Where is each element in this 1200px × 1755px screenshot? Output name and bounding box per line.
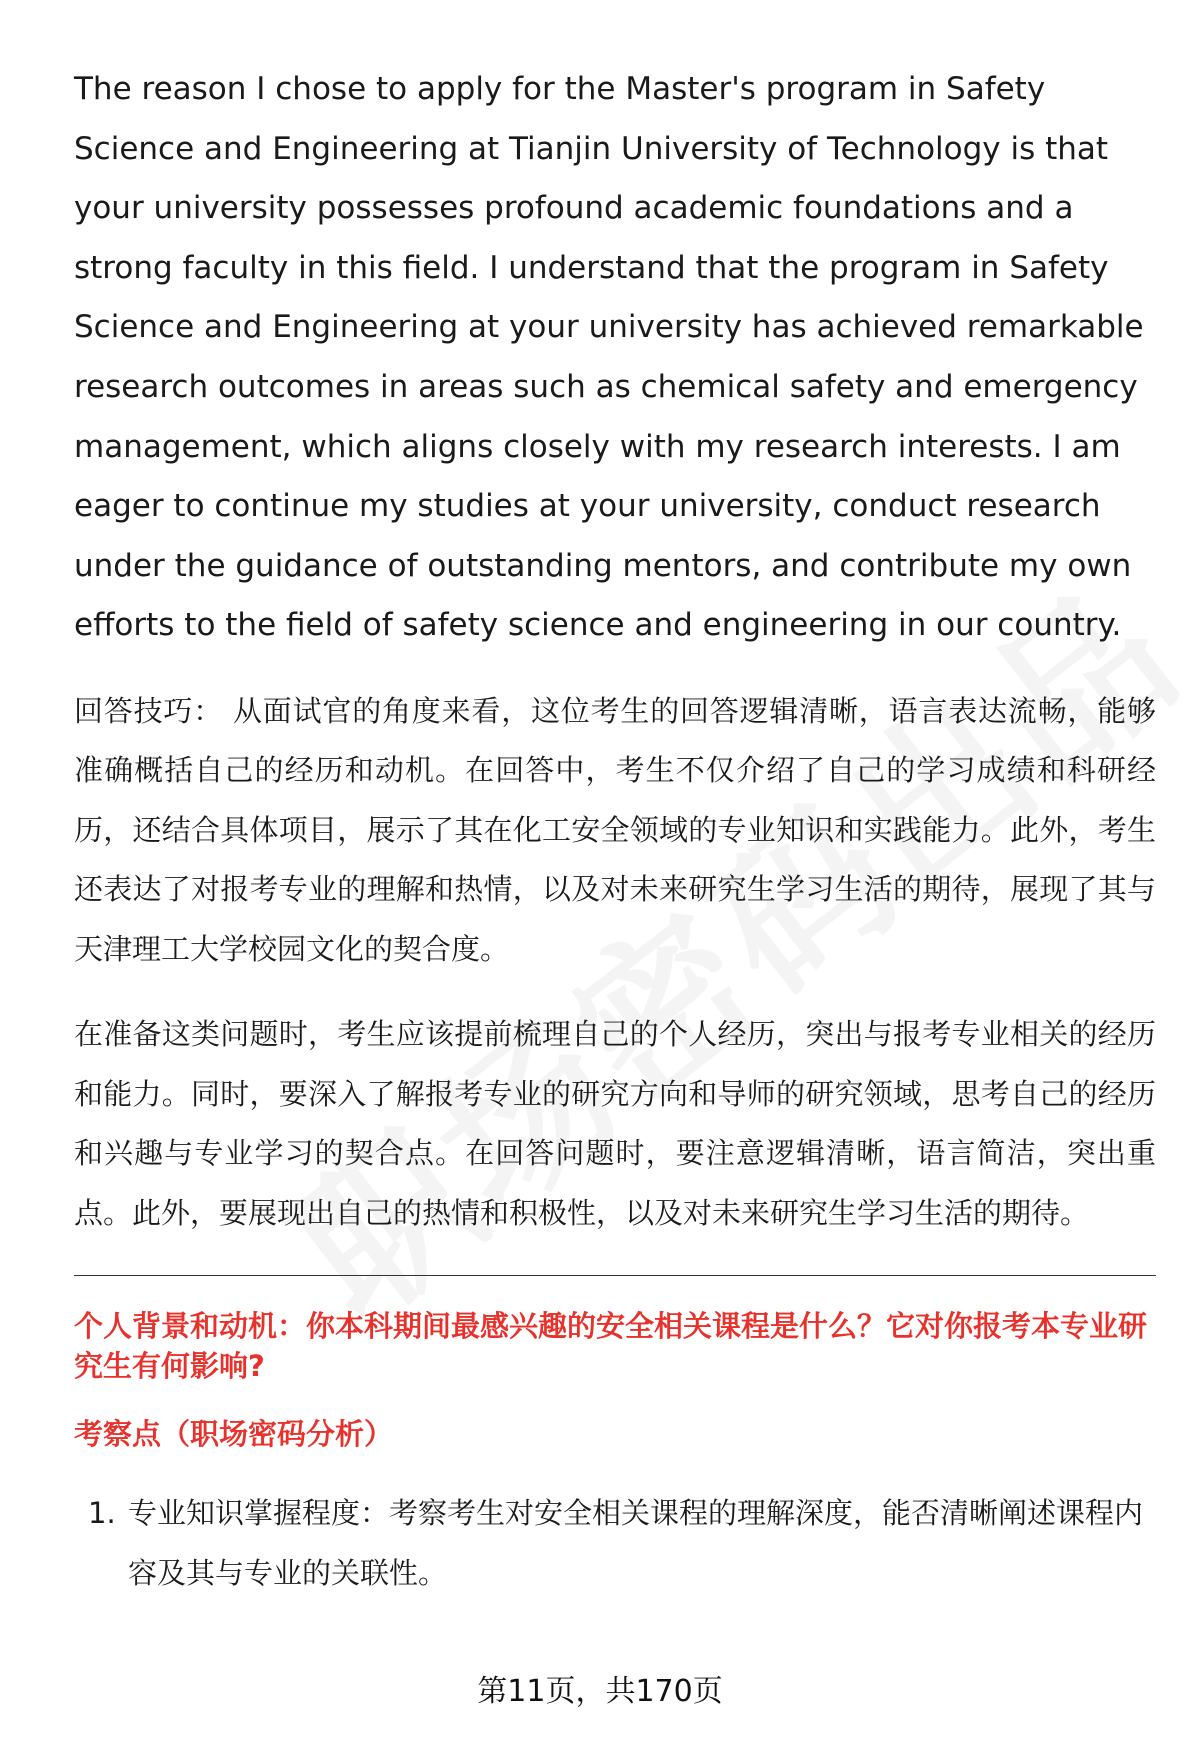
- question-heading: 个人背景和动机：你本科期间最感兴趣的安全相关课程是什么？它对你报考本专业研究生有何影响?: [74, 1309, 1148, 1384]
- page-number-footer: 第11页，共170页: [477, 1674, 723, 1709]
- document-content: [74, 60, 1156, 1603]
- assessment-points-list: [74, 1484, 1156, 1603]
- assessment-points-heading: 考察点（职场密码分析）: [74, 1417, 394, 1452]
- preparation-advice-paragraph: 在准备这类问题时，考生应该提前梳理自己的个人经历，突出与报考专业相关的经历和能力。同时，要深入了解报考专业的研究方向和导师的研究领域，思考自己的经历和兴趣与专业学习的契合点。在回答问题时，要注意逻辑清晰，语言简洁，突出重点。此外，要展现出自己的热情和积极性，以及对未来研究生学习生活的期待。: [74, 1017, 1156, 1230]
- list-item: [74, 1484, 1156, 1603]
- answer-tips-paragraph: 回答技巧： 从面试官的角度来看，这位考生的回答逻辑清晰，语言表达流畅，能够准确概括自己的经历和动机。在回答中，考生不仅介绍了自己的学习成绩和科研经历，还结合具体项目，展示了其在化工安全领域的专业知识和实践能力。此外，考生还表达了对报考专业的理解和热情，以及对未来研究生学习生活的期待，展现了其与天津理工大学校园文化的契合度。: [74, 693, 1156, 966]
- list-item-text: 专业知识掌握程度：考察考生对安全相关课程的理解深度，能否清晰阐述课程内容及其与专业的关联性。: [128, 1496, 1144, 1590]
- english-answer-paragraph: The reason I chose to apply for the Master's program in Safety Science and Engineering at Tianjin University of Technology is that your university possesses profound academic foundations and a strong faculty in this field. I understand that the program in Safety Science and Engineering at your university has achieved remarkable research outcomes in areas such as chemical safety and emergency management, which aligns closely with my research interests. I am eager to continue my studies at your university, conduct research under the guidance of outstanding mentors, and contribute my own efforts to the field of safety science and engineering in our country.: [74, 71, 1144, 644]
- list-item-number: 1.: [88, 1496, 116, 1531]
- section-divider: [74, 1275, 1156, 1276]
